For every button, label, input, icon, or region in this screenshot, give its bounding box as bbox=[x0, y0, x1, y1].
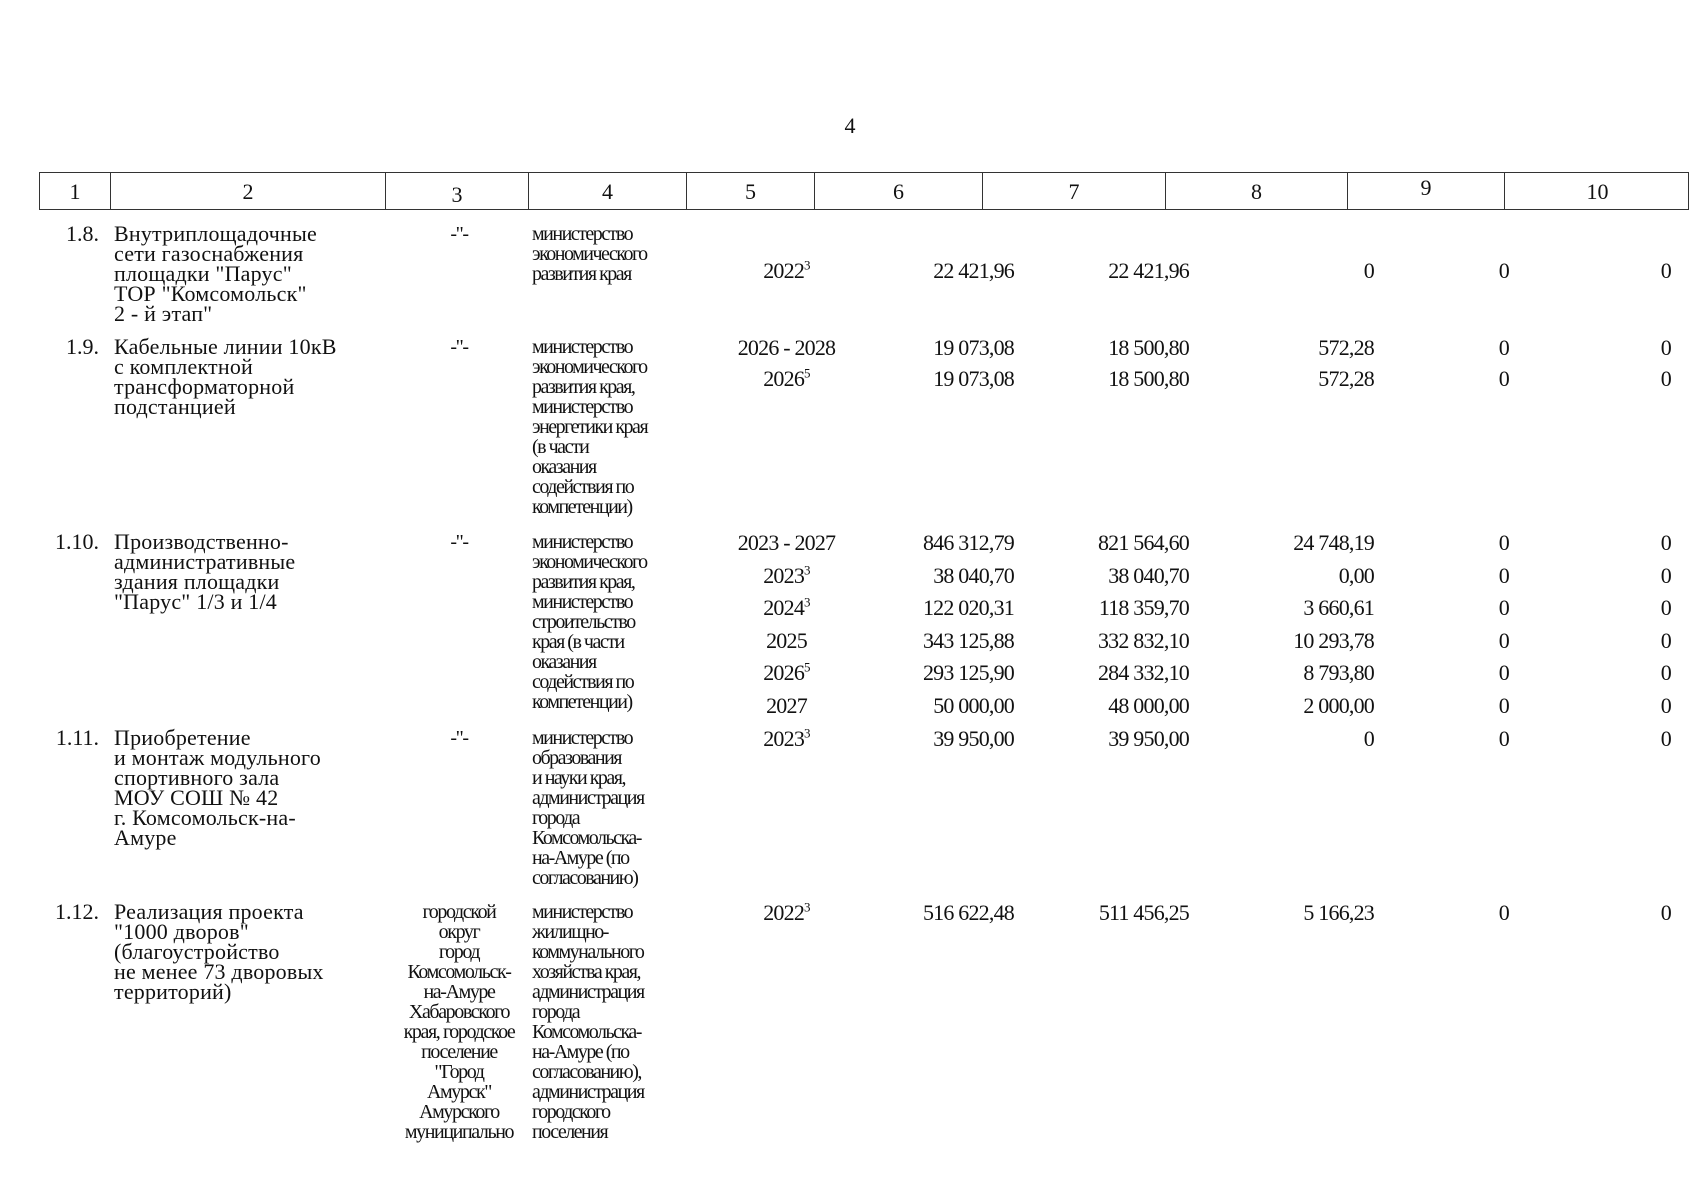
row-territory: -"- bbox=[450, 531, 468, 553]
row-number: 1.10. bbox=[55, 529, 99, 554]
row-name: Реализация проекта "1000 дворов" (благоустройство не менее 73 дворовых территорий) bbox=[114, 899, 324, 1004]
row-territory: -"- bbox=[450, 336, 468, 358]
row-name: Кабельные линии 10кВ с комплектной трансформаторной подстанцией bbox=[114, 334, 337, 419]
row-territory: -"- bbox=[450, 223, 468, 245]
row-number: 1.11. bbox=[55, 725, 99, 750]
value-row: 2026$^5$ 293 125,90 284 332,10 8 793,80 0 0 bbox=[763, 659, 1671, 685]
row-executor: министерство жилищно- коммунального хозяйства края, администрация города Комсомольска- на-Амуре (по согласованию), администрация городского поселения bbox=[532, 901, 644, 1143]
header-cell-8: 8 bbox=[1165, 173, 1347, 209]
value-row: 2026$^5$ 19 073,08 18 500,80 572,28 0 0 bbox=[763, 365, 1671, 391]
value-row: 2023$^3$ 38 040,70 38 040,70 0,00 0 0 bbox=[763, 562, 1671, 588]
page-number: 4 bbox=[844, 113, 856, 138]
header-cell-4: 4 bbox=[528, 173, 686, 209]
value-row: 2025 343 125,88 332 832,10 10 293,78 0 0 bbox=[766, 628, 1671, 653]
row-executor: министерство экономического развития края, министерство энергетики края (в части оказания содействия по компетенции) bbox=[532, 336, 648, 518]
row-number: 1.12. bbox=[55, 899, 99, 924]
header-cell-10: 10 bbox=[1504, 173, 1690, 209]
header-cell-7: 7 bbox=[982, 173, 1165, 209]
value-row: 2023 - 2027 846 312,79 821 564,60 24 748,19 0 0 bbox=[737, 530, 1671, 555]
header-cell-5: 5 bbox=[686, 173, 814, 209]
value-row: 2027 50 000,00 48 000,00 2 000,00 0 0 bbox=[766, 693, 1671, 718]
value-row: 2026 - 2028 19 073,08 18 500,80 572,28 0 0 bbox=[737, 335, 1671, 360]
row-executor: министерство экономического развития края, министерство строительство края (в части оказания содействия по компетенции) bbox=[532, 531, 647, 713]
row-number: 1.8. bbox=[66, 221, 99, 246]
row-territory: городской округ город Комсомольск- на-Амуре Хабаровского края, городское поселение "Город Амурск" Амурского муниципально bbox=[403, 901, 515, 1143]
header-cell-6: 6 bbox=[814, 173, 982, 209]
row-name: Приобретение и монтаж модульного спортивного зала МОУ СОШ № 42 г. Комсомольск-на- Амуре bbox=[114, 725, 321, 850]
header-cell-1: 1 bbox=[69, 179, 81, 204]
row-executor: министерство образования и науки края, администрация города Комсомольска- на-Амуре (по согласованию) bbox=[532, 727, 644, 889]
header-cell-2: 2 bbox=[110, 173, 385, 209]
row-name: Внутриплощадочные сети газоснабжения площадки "Парус" ТОР "Комсомольск" 2 - й этап" bbox=[114, 221, 317, 326]
value-row: 2024$^3$ 122 020,31 118 359,70 3 660,61 0 0 bbox=[763, 594, 1671, 620]
table-header bbox=[39, 172, 1689, 210]
row-name: Производственно- административные здания площадки "Парус" 1/3 и 1/4 bbox=[114, 529, 296, 614]
value-row: 2022$^3$ 516 622,48 511 456,25 5 166,23 0 0 bbox=[763, 899, 1671, 925]
header-cell-9: 9 bbox=[1347, 173, 1504, 209]
value-row: 2023$^3$ 39 950,00 39 950,00 0 0 0 bbox=[763, 725, 1671, 751]
row-number: 1.9. bbox=[66, 334, 99, 359]
header-cell-3: 3 bbox=[385, 173, 528, 209]
row-territory: -"- bbox=[450, 727, 468, 749]
row-executor: министерство экономического развития края bbox=[532, 223, 647, 285]
value-row: 2022$^3$ 22 421,96 22 421,96 0 0 0 bbox=[763, 257, 1671, 283]
